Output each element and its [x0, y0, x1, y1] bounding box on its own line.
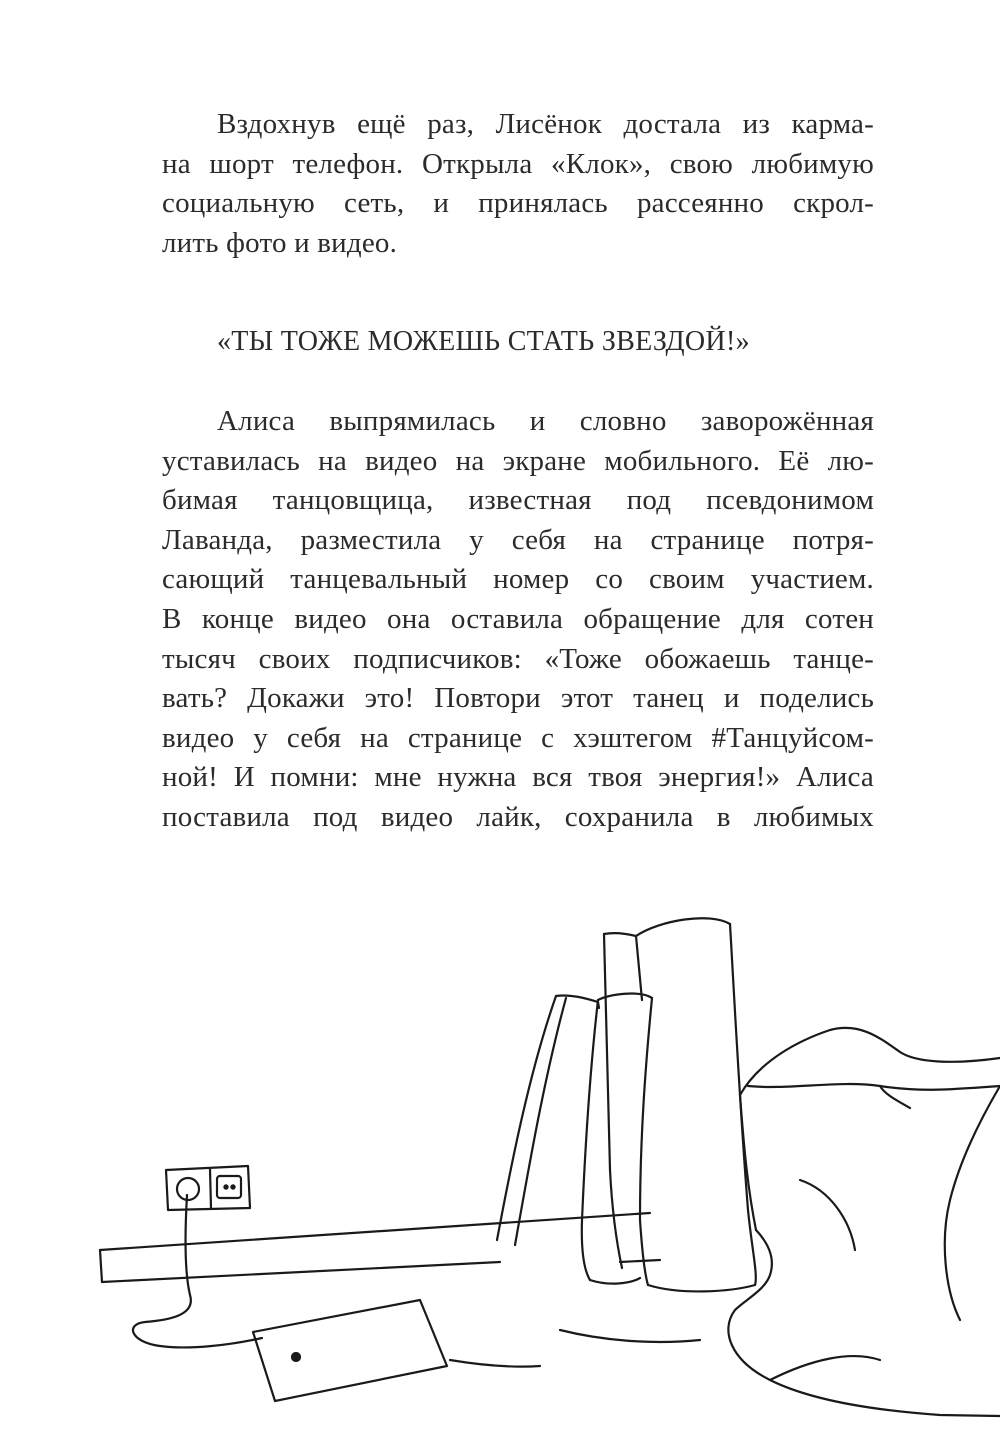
text-line: В конце видео она оставила обращение для сотен	[162, 602, 874, 635]
text-line: видео у себя на странице с хэштегом #Танцуйсом-	[162, 721, 874, 754]
text-line: бимая танцовщица, известная под псевдонимом	[162, 484, 874, 517]
text-line: тысяч своих подписчиков: «Тоже обожаешь танце-	[162, 642, 874, 675]
text-line: уставилась на видео на экране мобильного. Её лю-	[162, 444, 874, 477]
text-line: ной! И помни: мне нужна вся твоя энергия!» Алиса	[162, 761, 874, 794]
text-line: Вздохнув ещё раз, Лисёнок достала из карма-	[217, 108, 874, 140]
text-line: социальную сеть, и принялась рассеянно скрол-	[162, 187, 874, 220]
room-illustration	[0, 890, 1000, 1439]
paragraph-2	[162, 402, 874, 838]
blanket-icon	[728, 1028, 1000, 1416]
phone-on-floor-icon	[253, 1300, 447, 1401]
text-line: на шорт телефон. Открыла «Клок», свою любимую	[162, 147, 874, 180]
text-line: лить фото и видео.	[162, 226, 398, 259]
text-line: вать? Докажи это! Повтори этот танец и поделись	[162, 682, 874, 715]
text-line: Алиса выпрямилась и словно заворожённая	[217, 405, 874, 437]
text-line: поставила под видео лайк, сохранила в любимых	[162, 800, 874, 833]
floor-lines-icon	[450, 1330, 700, 1367]
paragraph-1	[162, 105, 874, 263]
wall-outlet-icon	[133, 1166, 262, 1347]
baseboard-icon	[100, 1213, 660, 1282]
text-line: Лаванда, разместила у себя на странице потря-	[162, 523, 874, 556]
books-icon	[497, 918, 756, 1291]
section-heading: «ТЫ ТОЖЕ МОЖЕШЬ СТАТЬ ЗВЕЗДОЙ!»	[217, 326, 750, 357]
text-line: сающий танцевальный номер со своим участием.	[162, 563, 874, 596]
